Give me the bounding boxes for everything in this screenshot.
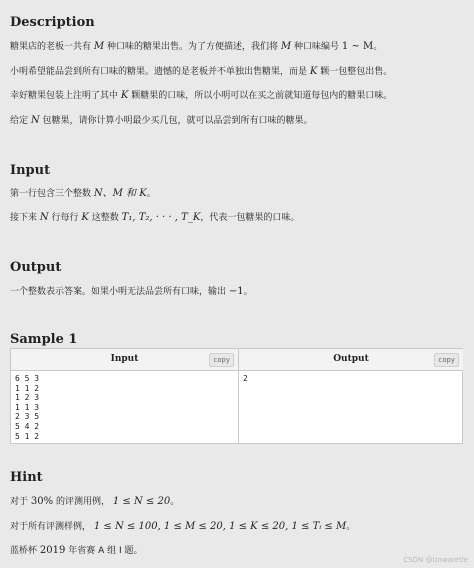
description-line-1: 糖果店的老板一共有 M 种口味的糖果出售。为了方便描述，我们将 M 种口味编号 1 ~ M。: [10, 41, 383, 52]
sample-table: [10, 348, 463, 444]
input-heading: Input: [10, 163, 51, 178]
description-line-2: 小明希望能品尝到所有口味的糖果。遗憾的是老板并不单独出售糖果，而是 K 颗一包整包出售。: [10, 66, 393, 77]
csdn-watermark: CSDN @Unwaretle: [403, 556, 468, 564]
sample-output-column: [239, 349, 463, 443]
hint-line-1: 对于 30% 的评测用例， 1 ≤ N ≤ 20。: [10, 496, 180, 507]
hint-line-3: 蓝桥杯 2019 年省赛 A 组 I 题。: [10, 545, 143, 556]
output-line-1: 一个整数表示答案。如果小明无法品尝所有口味，输出 −1。: [10, 286, 253, 297]
sample-output-header: Output copy: [239, 349, 463, 371]
description-line-3: 幸好糖果包装上注明了其中 K 颗糖果的口味，所以小明可以在买之前就知道每包内的糖果口味。: [10, 90, 393, 101]
description-line-4: 给定 N 包糖果，请你计算小明最少买几包，就可以品尝到所有口味的糖果。: [10, 115, 313, 126]
sample-heading: Sample 1: [10, 332, 78, 347]
output-heading: Output: [10, 260, 62, 275]
sample-input-header: Input copy: [11, 349, 238, 371]
copy-input-button[interactable]: copy: [209, 353, 234, 367]
sample-input-text: 6 5 3 1 1 2 1 2 3 1 1 3 2 3 5 5 4 2 5 1 2: [15, 374, 40, 441]
copy-output-button[interactable]: copy: [434, 353, 459, 367]
hint-heading: Hint: [10, 470, 43, 485]
input-line-1: 第一行包含三个整数 N、M 和 K。: [10, 188, 156, 199]
sample-output-text: 2: [243, 374, 248, 383]
description-heading: Description: [10, 15, 95, 30]
sample-input-column: [11, 349, 239, 443]
hint-line-2: 对于所有评测样例， 1 ≤ N ≤ 100, 1 ≤ M ≤ 20, 1 ≤ K ≤ 20, 1 ≤ Tᵢ ≤ M。: [10, 521, 356, 532]
input-line-2: 接下来 N 行每行 K 这整数 T₁, T₂, · · · , T_K，代表一包糖果的口味。: [10, 212, 300, 223]
